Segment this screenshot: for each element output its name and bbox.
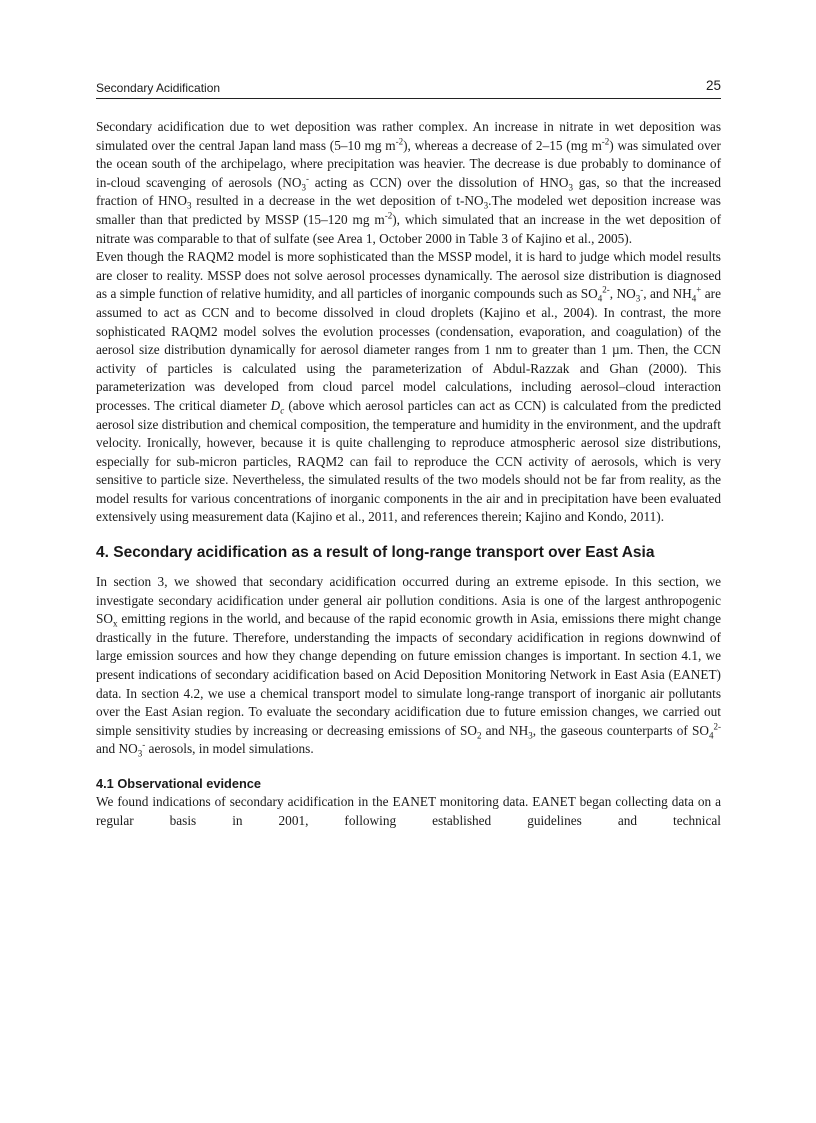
paragraph-wet-deposition: Secondary acidification due to wet deposition was rather complex. An increase in nitrate in wet deposition was simulated over the central Japan land mass (5–10 mg $m^{-2}$), whereas a decrease of 2–15 (mg $m^{-2}$) was simulated over the ocean south of the archipelago, where precipitation was heavier. The decrease is due probably to dominance of in-cloud scavenging of aerosols ($NO_3^-$ acting as CCN) over the dissolution of $HNO_3$ gas, so that the increased fraction of $HNO_3$ resulted in a decrease in the wet deposition of $t-NO_3.The$ modeled wet deposition increase was smaller than that predicted by MSSP (15–120 mg $m^{-2}$), which simulated that an increase in the wet deposition of nitrate was comparable to that of sulfate (see Area 1, October 2000 in Table 3 of Kajino et al., 2005). bbox=[96, 119, 721, 246]
body-text bbox=[96, 118, 721, 830]
running-title: Secondary Acidification bbox=[96, 81, 221, 95]
section-heading-4: 4. Secondary acidification as a result of long-range transport over East Asia bbox=[96, 544, 655, 562]
paragraph-observational-evidence: We found indications of secondary acidification in the EANET monitoring data. EANET began collecting data on a regular basis in 2001, following established guidelines and technical bbox=[96, 794, 721, 828]
paragraph-section-4-intro: In section 3, we showed that secondary acidification occurred during an extreme episode. In this section, we investigate secondary acidification under general air pollution conditions. Asia is one of the largest anthropogenic $SO_x$ emitting regions in the world, and because of the rapid economic growth in Asia, emissions there might change drastically in the future. Therefore, understanding the impacts of secondary acidification in regions downwind of large emission sources and how they change depending on future emission changes is important. In section 4.1, we present indications of secondary acidification based on Acid Deposition Monitoring Network in East Asia (EANET) data. In section 4.2, we use a chemical transport model to simulate long-range transport of inorganic air pollutants over the East Asian region. To evaluate the secondary acidification due to future emission changes, we carried out simple sensitivity studies by increasing or decreasing emissions of $SO_2$ and $NH_3$, the gaseous counterparts of $SO_4^{2-}$ and $NO_3^-$ aerosols, in model simulations. bbox=[96, 574, 721, 760]
page-number: 25 bbox=[705, 78, 721, 93]
running-header bbox=[96, 80, 721, 99]
paragraph-model-comparison: Even though the RAQM2 model is more sophisticated than the MSSP model, it is hard to judge which model results are closer to reality. MSSP does not solve aerosol processes dynamically. The aerosol size distribution is diagnosed as a simple function of relative humidity, and all particles of inorganic compounds such as $SO_4^{2-}$, $NO_3^-$, and $NH_4^+$ are assumed to act as CCN and to become dissolved in cloud droplets (Kajino et al., 2004). In contrast, the more sophisticated RAQM2 model solves the evolution processes (condensation, evaporation, and coagulation) of the aerosol size distribution dynamically for aerosol diameter ranges from 1 nm to greater than 1 µm. Then, the CCN activity of particles is calculated using the parameterization of Abdul-Razzak and Ghan (2000). This parameterization was developed from cloud parcel model calculations, including aerosol–cloud interaction processes. The critical diameter $D_c$ (above which aerosol particles can act as CCN) is calculated from the predicted aerosol size distribution and chemical composition, the temperature and humidity in the environment, and the updraft velocity. Ironically, however, because it is quite challenging to reproduce atmospheric aerosol size distributions, especially for sub-micron particles, RAQM2 can fail to reproduce the CCN activity of aerosols, which is very sensitive to particle size. Nevertheless, the simulated results of the two models should not be far from reality, as the model results for various concentrations of inorganic components in the air and in precipitation have been evaluated extensively using measurement data (Kajino et al., 2011, and references therein; Kajino and Kondo, 2011). bbox=[96, 249, 722, 525]
section-heading-4-1: 4.1 Observational evidence bbox=[96, 776, 262, 791]
